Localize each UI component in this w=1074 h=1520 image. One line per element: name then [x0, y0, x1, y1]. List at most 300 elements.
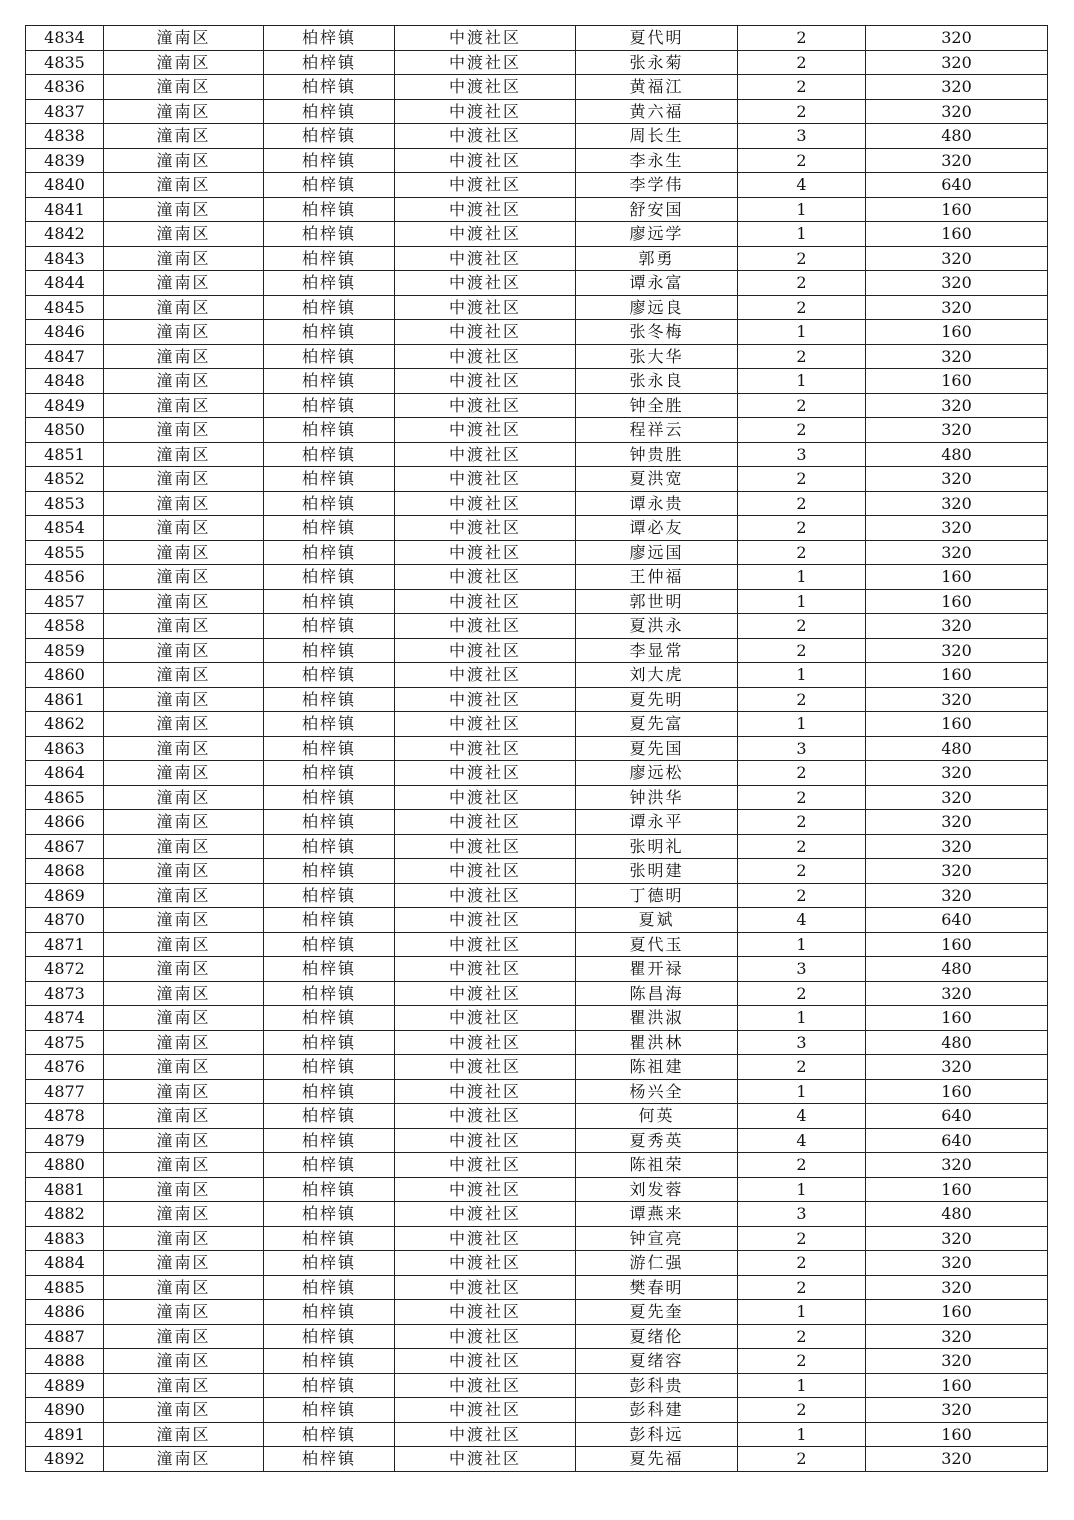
- cell-serial-number: 4891: [26, 1422, 104, 1447]
- cell-serial-number: 4867: [26, 834, 104, 859]
- cell-community: 中渡社区: [395, 173, 576, 198]
- cell-community: 中渡社区: [395, 1422, 576, 1447]
- cell-amount: 320: [866, 148, 1048, 173]
- cell-name: 游仁强: [576, 1251, 738, 1276]
- cell-town: 柏梓镇: [264, 638, 395, 663]
- cell-count: 3: [738, 736, 866, 761]
- cell-district: 潼南区: [104, 369, 264, 394]
- cell-district: 潼南区: [104, 736, 264, 761]
- cell-count: 1: [738, 589, 866, 614]
- cell-district: 潼南区: [104, 197, 264, 222]
- cell-district: 潼南区: [104, 1177, 264, 1202]
- cell-count: 2: [738, 1324, 866, 1349]
- cell-district: 潼南区: [104, 148, 264, 173]
- cell-name: 程祥云: [576, 418, 738, 443]
- cell-district: 潼南区: [104, 1153, 264, 1178]
- cell-serial-number: 4835: [26, 50, 104, 75]
- table-row: [26, 614, 1048, 639]
- cell-community: 中渡社区: [395, 957, 576, 982]
- cell-town: 柏梓镇: [264, 1373, 395, 1398]
- cell-serial-number: 4841: [26, 197, 104, 222]
- cell-serial-number: 4842: [26, 222, 104, 247]
- cell-name: 张永菊: [576, 50, 738, 75]
- cell-town: 柏梓镇: [264, 1006, 395, 1031]
- cell-amount: 160: [866, 1373, 1048, 1398]
- cell-serial-number: 4872: [26, 957, 104, 982]
- cell-count: 1: [738, 320, 866, 345]
- cell-amount: 160: [866, 589, 1048, 614]
- cell-town: 柏梓镇: [264, 50, 395, 75]
- cell-serial-number: 4887: [26, 1324, 104, 1349]
- table-row: [26, 981, 1048, 1006]
- table-row: [26, 271, 1048, 296]
- cell-district: 潼南区: [104, 271, 264, 296]
- cell-amount: 320: [866, 1275, 1048, 1300]
- cell-amount: 320: [866, 418, 1048, 443]
- cell-district: 潼南区: [104, 75, 264, 100]
- table-row: [26, 1226, 1048, 1251]
- cell-amount: 160: [866, 320, 1048, 345]
- cell-serial-number: 4863: [26, 736, 104, 761]
- cell-amount: 160: [866, 1300, 1048, 1325]
- cell-district: 潼南区: [104, 26, 264, 51]
- cell-town: 柏梓镇: [264, 271, 395, 296]
- cell-district: 潼南区: [104, 1373, 264, 1398]
- cell-name: 钟宣亮: [576, 1226, 738, 1251]
- cell-name: 廖远松: [576, 761, 738, 786]
- table-row: [26, 540, 1048, 565]
- cell-community: 中渡社区: [395, 736, 576, 761]
- cell-town: 柏梓镇: [264, 810, 395, 835]
- table-row: [26, 442, 1048, 467]
- cell-amount: 320: [866, 981, 1048, 1006]
- cell-count: 1: [738, 197, 866, 222]
- cell-serial-number: 4885: [26, 1275, 104, 1300]
- cell-town: 柏梓镇: [264, 173, 395, 198]
- cell-town: 柏梓镇: [264, 883, 395, 908]
- cell-name: 钟全胜: [576, 393, 738, 418]
- cell-name: 夏代明: [576, 26, 738, 51]
- cell-community: 中渡社区: [395, 1079, 576, 1104]
- cell-serial-number: 4884: [26, 1251, 104, 1276]
- cell-serial-number: 4875: [26, 1030, 104, 1055]
- cell-town: 柏梓镇: [264, 295, 395, 320]
- cell-amount: 320: [866, 859, 1048, 884]
- cell-community: 中渡社区: [395, 785, 576, 810]
- cell-name: 谭永贵: [576, 491, 738, 516]
- cell-district: 潼南区: [104, 908, 264, 933]
- cell-town: 柏梓镇: [264, 589, 395, 614]
- table-row: [26, 859, 1048, 884]
- cell-district: 潼南区: [104, 663, 264, 688]
- cell-serial-number: 4837: [26, 99, 104, 124]
- cell-district: 潼南区: [104, 1128, 264, 1153]
- cell-community: 中渡社区: [395, 1055, 576, 1080]
- table-row: [26, 785, 1048, 810]
- cell-district: 潼南区: [104, 883, 264, 908]
- cell-district: 潼南区: [104, 99, 264, 124]
- cell-name: 李显常: [576, 638, 738, 663]
- cell-community: 中渡社区: [395, 344, 576, 369]
- cell-amount: 320: [866, 295, 1048, 320]
- cell-serial-number: 4883: [26, 1226, 104, 1251]
- cell-amount: 160: [866, 197, 1048, 222]
- data-table: [25, 25, 1048, 1472]
- cell-community: 中渡社区: [395, 1030, 576, 1055]
- cell-serial-number: 4859: [26, 638, 104, 663]
- cell-amount: 320: [866, 834, 1048, 859]
- table-row: [26, 908, 1048, 933]
- table-row: [26, 834, 1048, 859]
- cell-count: 2: [738, 1055, 866, 1080]
- cell-community: 中渡社区: [395, 442, 576, 467]
- cell-amount: 480: [866, 957, 1048, 982]
- cell-community: 中渡社区: [395, 295, 576, 320]
- table-row: [26, 418, 1048, 443]
- cell-name: 夏先奎: [576, 1300, 738, 1325]
- cell-community: 中渡社区: [395, 50, 576, 75]
- cell-community: 中渡社区: [395, 1226, 576, 1251]
- cell-district: 潼南区: [104, 442, 264, 467]
- cell-town: 柏梓镇: [264, 197, 395, 222]
- cell-serial-number: 4855: [26, 540, 104, 565]
- cell-serial-number: 4843: [26, 246, 104, 271]
- cell-serial-number: 4881: [26, 1177, 104, 1202]
- cell-name: 王仲福: [576, 565, 738, 590]
- cell-district: 潼南区: [104, 50, 264, 75]
- table-row: [26, 1422, 1048, 1447]
- cell-community: 中渡社区: [395, 1300, 576, 1325]
- table-row: [26, 638, 1048, 663]
- cell-amount: 480: [866, 736, 1048, 761]
- table-row: [26, 344, 1048, 369]
- cell-town: 柏梓镇: [264, 26, 395, 51]
- cell-district: 潼南区: [104, 491, 264, 516]
- cell-community: 中渡社区: [395, 1128, 576, 1153]
- cell-count: 2: [738, 99, 866, 124]
- cell-name: 廖远国: [576, 540, 738, 565]
- cell-count: 2: [738, 614, 866, 639]
- cell-amount: 320: [866, 393, 1048, 418]
- cell-town: 柏梓镇: [264, 932, 395, 957]
- cell-name: 夏洪宽: [576, 467, 738, 492]
- cell-town: 柏梓镇: [264, 614, 395, 639]
- cell-amount: 320: [866, 1153, 1048, 1178]
- table-row: [26, 1373, 1048, 1398]
- table-row: [26, 50, 1048, 75]
- table-row: [26, 957, 1048, 982]
- cell-count: 2: [738, 246, 866, 271]
- table-row: [26, 1398, 1048, 1423]
- cell-count: 2: [738, 491, 866, 516]
- cell-district: 潼南区: [104, 467, 264, 492]
- cell-community: 中渡社区: [395, 883, 576, 908]
- cell-name: 张永良: [576, 369, 738, 394]
- cell-count: 3: [738, 1202, 866, 1227]
- cell-town: 柏梓镇: [264, 1447, 395, 1472]
- cell-district: 潼南区: [104, 1055, 264, 1080]
- cell-district: 潼南区: [104, 173, 264, 198]
- cell-count: 2: [738, 418, 866, 443]
- cell-district: 潼南区: [104, 1422, 264, 1447]
- cell-amount: 160: [866, 932, 1048, 957]
- cell-district: 潼南区: [104, 932, 264, 957]
- cell-amount: 320: [866, 638, 1048, 663]
- cell-count: 1: [738, 1422, 866, 1447]
- cell-amount: 320: [866, 271, 1048, 296]
- cell-amount: 320: [866, 50, 1048, 75]
- table-row: [26, 393, 1048, 418]
- cell-name: 郭世明: [576, 589, 738, 614]
- cell-name: 黄六福: [576, 99, 738, 124]
- cell-serial-number: 4865: [26, 785, 104, 810]
- cell-district: 潼南区: [104, 687, 264, 712]
- cell-district: 潼南区: [104, 1324, 264, 1349]
- cell-district: 潼南区: [104, 1349, 264, 1374]
- cell-count: 2: [738, 1226, 866, 1251]
- cell-community: 中渡社区: [395, 1006, 576, 1031]
- cell-name: 陈昌海: [576, 981, 738, 1006]
- cell-town: 柏梓镇: [264, 1226, 395, 1251]
- cell-count: 2: [738, 148, 866, 173]
- cell-name: 夏先福: [576, 1447, 738, 1472]
- cell-community: 中渡社区: [395, 540, 576, 565]
- cell-community: 中渡社区: [395, 614, 576, 639]
- cell-name: 钟洪华: [576, 785, 738, 810]
- cell-community: 中渡社区: [395, 75, 576, 100]
- cell-district: 潼南区: [104, 761, 264, 786]
- cell-name: 陈祖建: [576, 1055, 738, 1080]
- cell-name: 周长生: [576, 124, 738, 149]
- cell-town: 柏梓镇: [264, 981, 395, 1006]
- cell-serial-number: 4877: [26, 1079, 104, 1104]
- cell-serial-number: 4858: [26, 614, 104, 639]
- cell-district: 潼南区: [104, 1251, 264, 1276]
- cell-name: 夏代玉: [576, 932, 738, 957]
- cell-name: 夏洪永: [576, 614, 738, 639]
- table-row: [26, 663, 1048, 688]
- cell-name: 彭科远: [576, 1422, 738, 1447]
- cell-name: 廖远良: [576, 295, 738, 320]
- table-row: [26, 589, 1048, 614]
- table-row: [26, 75, 1048, 100]
- cell-name: 陈祖荣: [576, 1153, 738, 1178]
- cell-count: 4: [738, 1104, 866, 1129]
- cell-name: 郭勇: [576, 246, 738, 271]
- cell-district: 潼南区: [104, 565, 264, 590]
- cell-count: 2: [738, 810, 866, 835]
- cell-count: 1: [738, 932, 866, 957]
- cell-serial-number: 4850: [26, 418, 104, 443]
- cell-district: 潼南区: [104, 1447, 264, 1472]
- cell-count: 3: [738, 957, 866, 982]
- cell-town: 柏梓镇: [264, 1128, 395, 1153]
- cell-district: 潼南区: [104, 418, 264, 443]
- cell-amount: 320: [866, 75, 1048, 100]
- cell-town: 柏梓镇: [264, 1030, 395, 1055]
- cell-district: 潼南区: [104, 344, 264, 369]
- cell-district: 潼南区: [104, 1079, 264, 1104]
- cell-community: 中渡社区: [395, 271, 576, 296]
- cell-amount: 480: [866, 1030, 1048, 1055]
- cell-community: 中渡社区: [395, 516, 576, 541]
- cell-serial-number: 4871: [26, 932, 104, 957]
- cell-amount: 320: [866, 614, 1048, 639]
- cell-town: 柏梓镇: [264, 957, 395, 982]
- cell-district: 潼南区: [104, 1300, 264, 1325]
- cell-amount: 160: [866, 1422, 1048, 1447]
- cell-district: 潼南区: [104, 834, 264, 859]
- cell-community: 中渡社区: [395, 589, 576, 614]
- table-row: [26, 148, 1048, 173]
- cell-district: 潼南区: [104, 246, 264, 271]
- cell-town: 柏梓镇: [264, 1153, 395, 1178]
- cell-count: 2: [738, 687, 866, 712]
- cell-serial-number: 4853: [26, 491, 104, 516]
- cell-name: 张大华: [576, 344, 738, 369]
- cell-name: 杨兴全: [576, 1079, 738, 1104]
- cell-count: 2: [738, 1275, 866, 1300]
- cell-name: 夏先明: [576, 687, 738, 712]
- table-row: [26, 1177, 1048, 1202]
- cell-town: 柏梓镇: [264, 785, 395, 810]
- cell-community: 中渡社区: [395, 99, 576, 124]
- cell-name: 夏绪容: [576, 1349, 738, 1374]
- table-row: [26, 1251, 1048, 1276]
- cell-community: 中渡社区: [395, 393, 576, 418]
- cell-town: 柏梓镇: [264, 1202, 395, 1227]
- cell-name: 张冬梅: [576, 320, 738, 345]
- cell-count: 2: [738, 859, 866, 884]
- cell-name: 夏绪伦: [576, 1324, 738, 1349]
- cell-serial-number: 4869: [26, 883, 104, 908]
- cell-serial-number: 4854: [26, 516, 104, 541]
- cell-name: 谭永富: [576, 271, 738, 296]
- cell-community: 中渡社区: [395, 1373, 576, 1398]
- table-row: [26, 124, 1048, 149]
- cell-amount: 320: [866, 785, 1048, 810]
- cell-amount: 640: [866, 1128, 1048, 1153]
- cell-district: 潼南区: [104, 1202, 264, 1227]
- cell-amount: 320: [866, 1226, 1048, 1251]
- cell-count: 2: [738, 785, 866, 810]
- cell-community: 中渡社区: [395, 565, 576, 590]
- cell-serial-number: 4866: [26, 810, 104, 835]
- cell-name: 谭永平: [576, 810, 738, 835]
- cell-community: 中渡社区: [395, 1349, 576, 1374]
- cell-town: 柏梓镇: [264, 540, 395, 565]
- cell-count: 2: [738, 883, 866, 908]
- cell-community: 中渡社区: [395, 1177, 576, 1202]
- cell-town: 柏梓镇: [264, 467, 395, 492]
- cell-community: 中渡社区: [395, 932, 576, 957]
- cell-town: 柏梓镇: [264, 1104, 395, 1129]
- cell-count: 2: [738, 1349, 866, 1374]
- cell-town: 柏梓镇: [264, 99, 395, 124]
- cell-district: 潼南区: [104, 981, 264, 1006]
- cell-name: 瞿洪淑: [576, 1006, 738, 1031]
- cell-amount: 320: [866, 687, 1048, 712]
- cell-district: 潼南区: [104, 1104, 264, 1129]
- cell-amount: 320: [866, 99, 1048, 124]
- cell-serial-number: 4864: [26, 761, 104, 786]
- cell-amount: 320: [866, 26, 1048, 51]
- cell-town: 柏梓镇: [264, 859, 395, 884]
- cell-town: 柏梓镇: [264, 908, 395, 933]
- cell-amount: 320: [866, 761, 1048, 786]
- cell-amount: 480: [866, 124, 1048, 149]
- table-row: [26, 197, 1048, 222]
- cell-count: 4: [738, 1128, 866, 1153]
- cell-serial-number: 4860: [26, 663, 104, 688]
- cell-district: 潼南区: [104, 589, 264, 614]
- cell-count: 3: [738, 124, 866, 149]
- cell-amount: 320: [866, 883, 1048, 908]
- cell-count: 2: [738, 516, 866, 541]
- cell-count: 2: [738, 1251, 866, 1276]
- cell-community: 中渡社区: [395, 124, 576, 149]
- cell-town: 柏梓镇: [264, 1300, 395, 1325]
- cell-name: 瞿开禄: [576, 957, 738, 982]
- cell-town: 柏梓镇: [264, 1349, 395, 1374]
- cell-town: 柏梓镇: [264, 712, 395, 737]
- cell-name: 夏秀英: [576, 1128, 738, 1153]
- cell-community: 中渡社区: [395, 810, 576, 835]
- cell-serial-number: 4861: [26, 687, 104, 712]
- table-row: [26, 883, 1048, 908]
- cell-count: 2: [738, 344, 866, 369]
- table-row: [26, 1300, 1048, 1325]
- cell-serial-number: 4857: [26, 589, 104, 614]
- cell-count: 1: [738, 565, 866, 590]
- cell-serial-number: 4856: [26, 565, 104, 590]
- cell-town: 柏梓镇: [264, 1079, 395, 1104]
- cell-community: 中渡社区: [395, 418, 576, 443]
- cell-serial-number: 4892: [26, 1447, 104, 1472]
- cell-serial-number: 4851: [26, 442, 104, 467]
- cell-serial-number: 4839: [26, 148, 104, 173]
- cell-amount: 320: [866, 467, 1048, 492]
- table-row: [26, 295, 1048, 320]
- cell-community: 中渡社区: [395, 1104, 576, 1129]
- cell-count: 2: [738, 50, 866, 75]
- cell-amount: 160: [866, 565, 1048, 590]
- table-row: [26, 467, 1048, 492]
- cell-serial-number: 4889: [26, 1373, 104, 1398]
- cell-town: 柏梓镇: [264, 1055, 395, 1080]
- cell-amount: 160: [866, 369, 1048, 394]
- cell-town: 柏梓镇: [264, 687, 395, 712]
- cell-town: 柏梓镇: [264, 1422, 395, 1447]
- cell-community: 中渡社区: [395, 222, 576, 247]
- cell-town: 柏梓镇: [264, 222, 395, 247]
- cell-name: 夏斌: [576, 908, 738, 933]
- cell-count: 2: [738, 638, 866, 663]
- cell-amount: 320: [866, 1251, 1048, 1276]
- cell-serial-number: 4862: [26, 712, 104, 737]
- cell-town: 柏梓镇: [264, 246, 395, 271]
- table-row: [26, 246, 1048, 271]
- cell-serial-number: 4890: [26, 1398, 104, 1423]
- cell-town: 柏梓镇: [264, 369, 395, 394]
- table-row: [26, 1275, 1048, 1300]
- cell-district: 潼南区: [104, 516, 264, 541]
- cell-amount: 320: [866, 516, 1048, 541]
- cell-serial-number: 4838: [26, 124, 104, 149]
- cell-town: 柏梓镇: [264, 1398, 395, 1423]
- cell-community: 中渡社区: [395, 834, 576, 859]
- table-row: [26, 26, 1048, 51]
